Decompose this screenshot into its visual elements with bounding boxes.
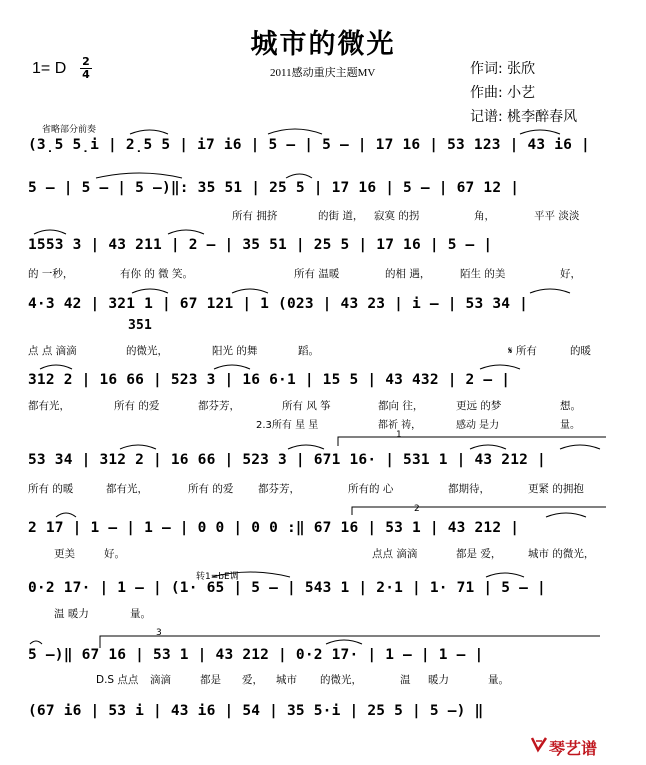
song-subtitle: 2011感动重庆主题MV [270, 67, 376, 79]
lyric-7-5: 城市 的微光， [528, 548, 595, 560]
music-line-1: (3̣5 5̣i | 2̣5 5 | i7 i6 | 5 – | 5 – | 17 16 | 53 123 | 43 i6 | [28, 137, 590, 153]
music-line-7: 2 17 | 1 – | 1 – | 0 0 | 0 0 :‖ 67 16 | 53 1 | 43 212 | [28, 520, 520, 536]
time-signature [80, 57, 92, 80]
lyric-5b-4: 量。 [560, 420, 580, 431]
lyric-2-4: 角， [474, 210, 495, 222]
lyric-6-3: 所有 的爱 [188, 483, 234, 495]
site-logo-text: 琴艺谱 [549, 739, 598, 758]
intro-note: 省略部分前奏 [42, 125, 97, 135]
time-signature-top: 2 [82, 55, 90, 68]
lyric-4-1: 点 点 滴滴 [28, 345, 77, 357]
logo-icon [530, 735, 548, 753]
lyric-4-5: 𝄋 所有 [508, 345, 537, 357]
lyric-4-2: 的微光， [126, 345, 168, 357]
lyric-6-1: 所有 的暖 [28, 483, 74, 495]
music-line-6: 53 34 | 312 2 | 16 66 | 523 3 | 671 16· | 531 1 | 43 212 | [28, 452, 546, 468]
lyric-5b-2: 都祈 祷， [378, 420, 422, 431]
lyric-5b-1: 2.3所有 星 星 [256, 420, 319, 431]
lyric-6-4: 都芬芳， [258, 483, 300, 495]
lyric-3-6: 好， [560, 268, 581, 280]
lyric-5-5: 都向 往， [378, 400, 424, 412]
transcriber-credit: 记谱: 桃李醉春风 [470, 109, 578, 125]
lyric-2-3: 寂寞 的拐 [374, 210, 420, 222]
lyric-6-7: 更紧 的拥抱 [528, 483, 584, 495]
lyric-4-3: 阳光 的舞 [212, 345, 258, 357]
lyric-5-3: 都芬芳， [198, 400, 240, 412]
lyric-3-3: 所有 温暖 [294, 268, 340, 280]
lyric-3-1: 的 一秒， [28, 268, 74, 280]
music-line-2: 5 – | 5 – | 5 –)‖: 35 51 | 25 5 | 17 16 | 5 – | 67 12 | [28, 180, 520, 196]
lyric-4-4: 蹈。 [298, 345, 319, 357]
lyric-9-6: 的微光， [320, 674, 362, 686]
lyric-5-7: 想。 [560, 400, 581, 412]
music-line-5: 312 2 | 16 66 | 523 3 | 16 6·1 | 15 5 | 43 432 | 2 – | [28, 372, 511, 388]
lyric-7-2: 好。 [104, 548, 125, 560]
lyric-9-2: 滴滴 [150, 674, 171, 686]
music-line-9: 5 –)‖ 67 16 | 53 1 | 43 212 | 0·2 17· | 1 – | 1 – | [28, 647, 484, 663]
lyric-9-4: 爱， [242, 674, 263, 686]
lyric-6-2: 都有光， [106, 483, 148, 495]
lyric-4-6: 的暖 [570, 345, 591, 357]
music-line-8: 0·2 17· | 1 – | (1· 65 | 5 – | 543 1 | 2·1 | 1· 71 | 5 – | [28, 580, 546, 596]
lyric-5-1: 都有光， [28, 400, 70, 412]
lyric-9-7: 温 [400, 674, 411, 686]
composer-credit: 作曲: 小艺 [470, 85, 536, 101]
lyric-7-3: 点点 滴滴 [372, 548, 418, 560]
lyric-8-1: 温 暖力 [54, 608, 89, 620]
lyric-5-2: 所有 的爱 [114, 400, 160, 412]
music-line-4-extra: 351 [128, 318, 153, 333]
lyric-2-2: 的街 道， [318, 210, 364, 222]
lyric-3-4: 的相 遇， [385, 268, 431, 280]
lyric-9-1: D.S 点点 [96, 674, 139, 686]
lyric-2-1: 所有 拥挤 [232, 210, 278, 222]
lyric-3-2: 有你 的 微 笑。 [120, 268, 194, 280]
lyric-7-4: 都是 爱， [456, 548, 502, 560]
time-signature-bottom: 4 [82, 68, 90, 81]
lyric-7-1: 更美 [54, 548, 75, 560]
music-line-10: (67 i6 | 53 i | 43 i6 | 54 | 35 5·i | 25 5 | 5 –) ‖ [28, 703, 484, 719]
music-line-3: 1553 3 | 43 211 | 2 – | 35 51 | 25 5 | 17 16 | 5 – | [28, 237, 493, 253]
lyric-8-2: 量。 [130, 608, 151, 620]
lyric-6-6: 都期待， [448, 483, 490, 495]
lyric-9-3: 都是 [200, 674, 221, 686]
lyric-2-5: 平平 淡淡 [534, 210, 580, 222]
modulation-note: 转1=bE调 [196, 572, 239, 582]
lyric-5-4: 所有 风 筝 [282, 400, 331, 412]
music-line-4: 4·3 42 | 321 1 | 67 121 | 1 (023 | 43 23 | i – | 53 34 | [28, 296, 529, 312]
lyricist-credit: 作词: 张欣 [470, 61, 536, 77]
lyric-5-6: 更远 的梦 [456, 400, 502, 412]
volta-3-label: 3 [156, 628, 162, 638]
volta-1-label: 1 [396, 430, 402, 440]
key-signature: 1= D [32, 60, 67, 77]
lyric-6-5: 所有的 心 [348, 483, 394, 495]
song-title: 城市的微光 [250, 29, 396, 60]
lyric-9-9: 量。 [488, 674, 509, 686]
lyric-5b-3: 感动 是力 [456, 420, 500, 431]
lyric-9-8: 暖力 [428, 674, 449, 686]
lyric-3-5: 陌生 的美 [460, 268, 506, 280]
lyric-9-5: 城市 [276, 674, 297, 686]
volta-2-label: 2 [414, 504, 420, 514]
